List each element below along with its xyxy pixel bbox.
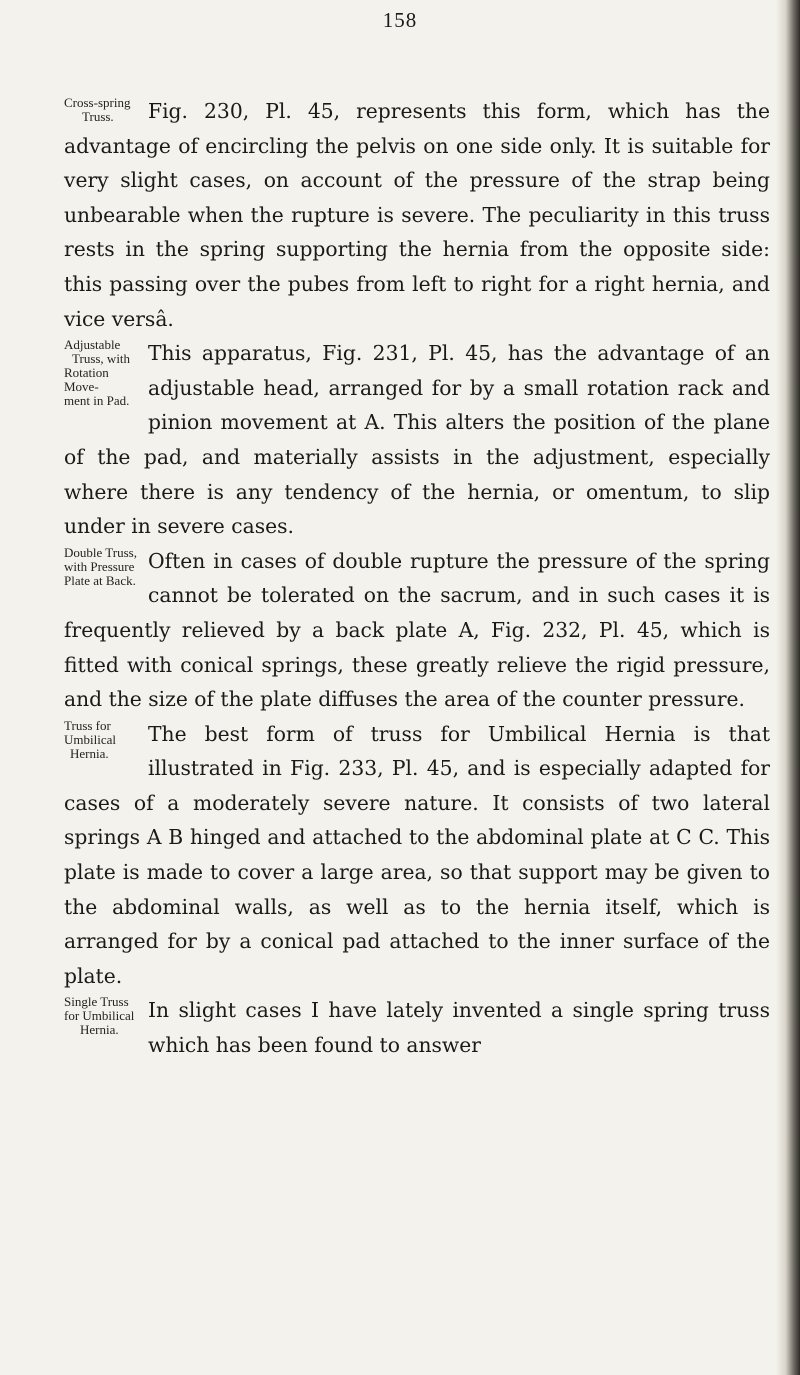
margin-note: Single Truss for Umbilical Hernia. [64, 994, 135, 1038]
paragraph: This apparatus, Fig. 231, Pl. 45, has the advantage of an adjustable head, arranged for by a small rotation rack and pinion movement at A. This alters the position of the plane of the pad, and materially assists in the adjustment, especially where there is any tendency of the hernia, or omentum, to slip under in severe cases. [64, 341, 770, 539]
section-double-truss [64, 544, 770, 717]
paragraph: The best form of truss for Umbilical Hernia is that illustrated in Fig. 233, Pl. 45, and is especially adapted for cases of a moderately severe nature. It consists of two lateral springs A B hinged and attached to the abdominal plate at C C. This plate is made to cover a large area, so that support may be given to the abdominal walls, as well as to the hernia itself, which is arranged for by a conical pad attached to the inner surface of the plate. [64, 721, 770, 988]
section-umbilical-truss [64, 717, 770, 994]
section-single-umbilical-truss [64, 993, 770, 1062]
page-number: 158 [382, 8, 418, 32]
paragraph: In slight cases I have lately invented a single spring truss which has been found to answer [148, 998, 770, 1058]
margin-note: Adjustable Truss, with Rotation Move- ment in Pad. [64, 337, 131, 409]
section-adjustable-truss [64, 336, 770, 544]
margin-note: Truss for Umbilical Hernia. [64, 717, 116, 761]
paragraph: Often in cases of double rupture the pressure of the spring cannot be tolerated on the sacrum, and in such cases it is frequently relieved by a back plate A, Fig. 232, Pl. 45, which is fitted with conical springs, these greatly relieve the rigid pressure, and the size of the plate diffuses the area of the counter pressure. [64, 548, 770, 712]
page-edge-shadow [776, 0, 800, 1375]
page-body [64, 94, 770, 1063]
section-cross-spring-truss [64, 94, 770, 336]
margin-note: Double Truss, with Pressure Plate at Back. [64, 544, 137, 588]
paragraph: Fig. 230, Pl. 45, represents this form, which has the advantage of encircling the pelvis on one side only. It is suitable for very slight cases, on account of the pressure of the strap being unbearable when the rupture is severe. The peculiarity in this truss rests in the spring supporting the hernia from the opposite side: this passing over the pubes from left to right for a right hernia, and vice versâ. [64, 99, 770, 331]
margin-note: Cross-spring Truss. [64, 95, 131, 124]
